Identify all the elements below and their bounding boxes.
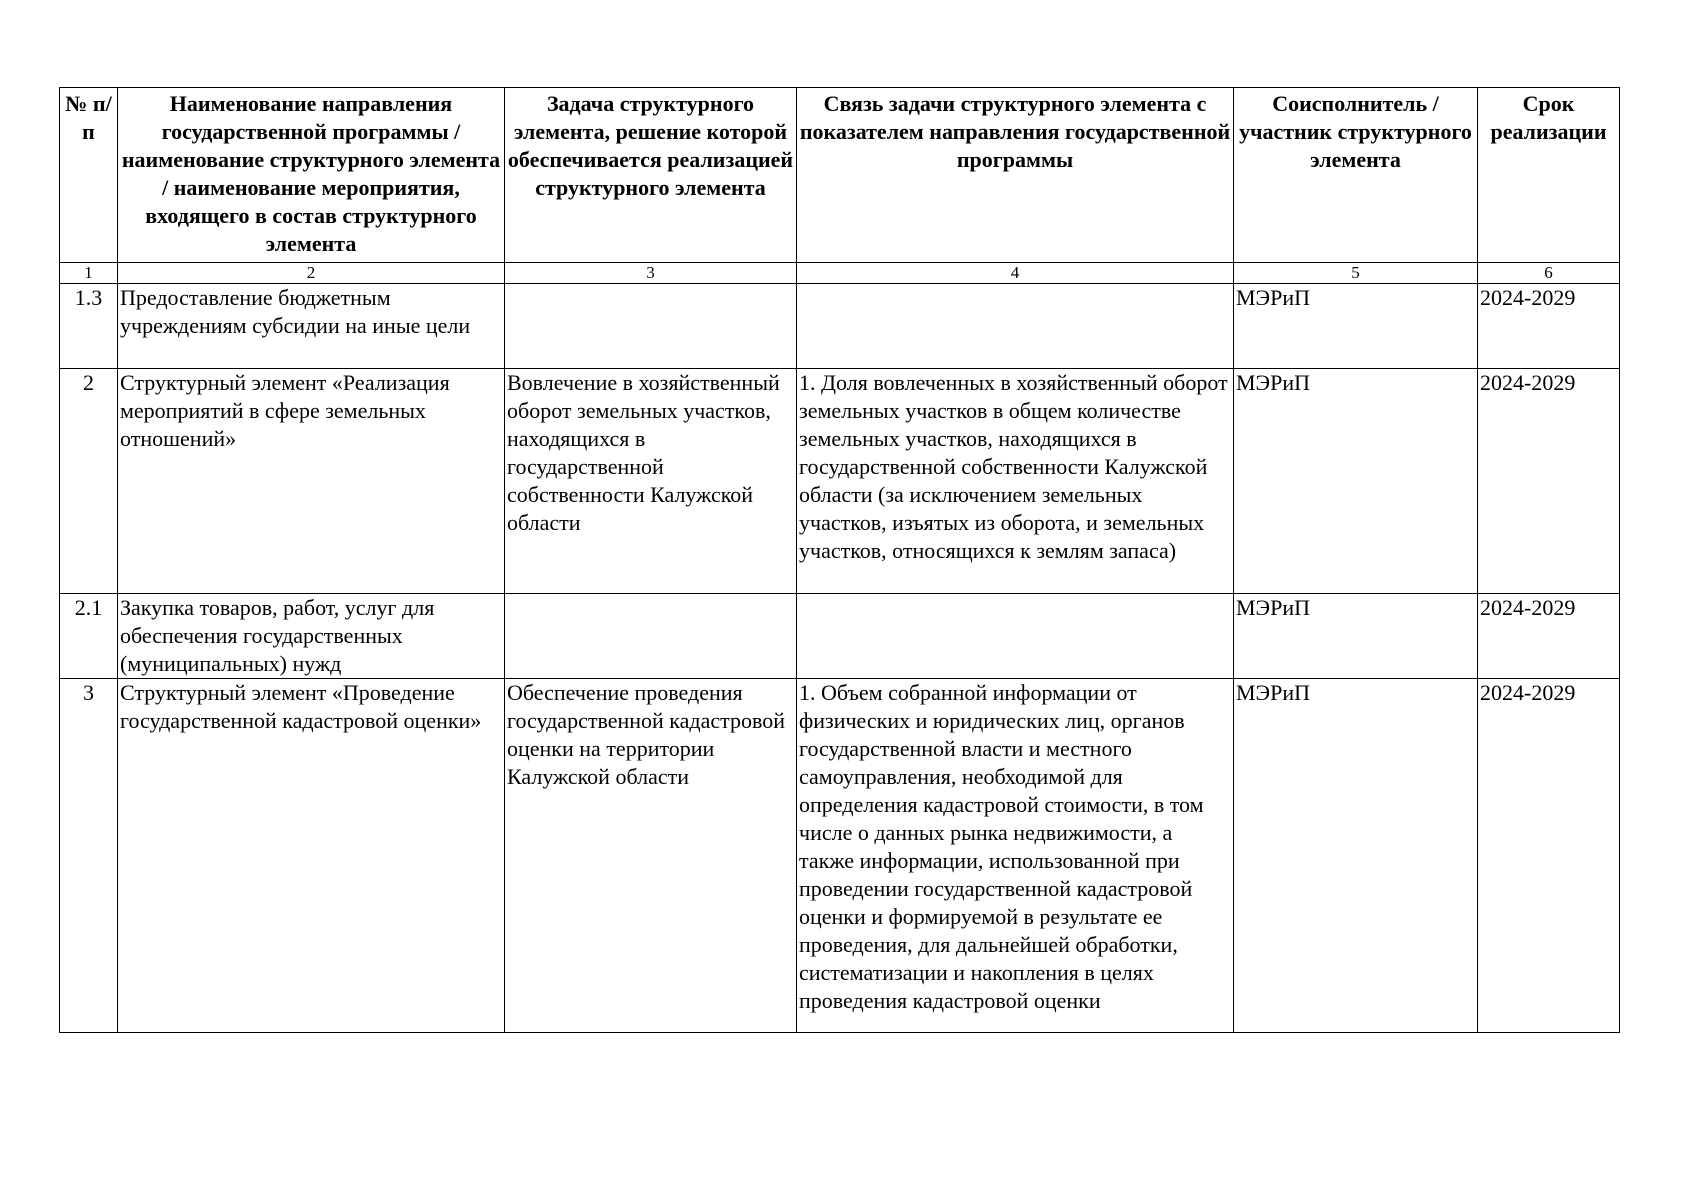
table-row bbox=[60, 594, 1620, 679]
row-task: Вовлечение в хозяйственный оборот земельных участков, находящихся в государственной собственности Калужской области bbox=[505, 369, 797, 594]
row-name: Структурный элемент «Реализация мероприятий в сфере земельных отношений» bbox=[118, 369, 505, 594]
column-number: 2 bbox=[118, 263, 505, 284]
row-term: 2024-2029 bbox=[1478, 679, 1620, 1033]
header-term: Срок реализации bbox=[1478, 88, 1620, 263]
row-number: 1.3 bbox=[60, 284, 118, 369]
column-number: 3 bbox=[505, 263, 797, 284]
row-link bbox=[797, 284, 1234, 369]
header-link: Связь задачи структурного элемента с показателем направления государственной программы bbox=[797, 88, 1234, 263]
row-term: 2024-2029 bbox=[1478, 369, 1620, 594]
program-table bbox=[59, 87, 1620, 1033]
row-executor: МЭРиП bbox=[1234, 284, 1478, 369]
row-number: 3 bbox=[60, 679, 118, 1033]
table-header-row bbox=[60, 88, 1620, 263]
header-executor: Соисполнитель / участник структурного элемента bbox=[1234, 88, 1478, 263]
row-executor: МЭРиП bbox=[1234, 369, 1478, 594]
row-term: 2024-2029 bbox=[1478, 284, 1620, 369]
row-number: 2.1 bbox=[60, 594, 118, 679]
row-link bbox=[797, 594, 1234, 679]
table-row bbox=[60, 369, 1620, 594]
row-task bbox=[505, 284, 797, 369]
row-name: Закупка товаров, работ, услуг для обеспечения государственных (муниципальных) нужд bbox=[118, 594, 505, 679]
row-executor: МЭРиП bbox=[1234, 679, 1478, 1033]
row-term: 2024-2029 bbox=[1478, 594, 1620, 679]
table-row bbox=[60, 284, 1620, 369]
column-number: 1 bbox=[60, 263, 118, 284]
row-number: 2 bbox=[60, 369, 118, 594]
header-task: Задача структурного элемента, решение которой обеспечивается реализацией структурного элемента bbox=[505, 88, 797, 263]
column-number: 6 bbox=[1478, 263, 1620, 284]
header-number: № п/п bbox=[60, 88, 118, 263]
row-task bbox=[505, 594, 797, 679]
header-name: Наименование направления государственной программы / наименование структурного элемента / наименование мероприятия, входящего в состав структурного элемента bbox=[118, 88, 505, 263]
row-name: Предоставление бюджетным учреждениям субсидии на иные цели bbox=[118, 284, 505, 369]
row-task: Обеспечение проведения государственной кадастровой оценки на территории Калужской области bbox=[505, 679, 797, 1033]
column-number: 4 bbox=[797, 263, 1234, 284]
row-link: 1. Доля вовлеченных в хозяйственный оборот земельных участков в общем количестве земельных участков, находящихся в государственной собственности Калужской области (за исключением земельных участков, изъятых из оборота, и земельных участков, относящихся к землям запаса) bbox=[797, 369, 1234, 594]
column-numbers-row bbox=[60, 263, 1620, 284]
row-executor: МЭРиП bbox=[1234, 594, 1478, 679]
row-name: Структурный элемент «Проведение государственной кадастровой оценки» bbox=[118, 679, 505, 1033]
table-row bbox=[60, 679, 1620, 1033]
column-number: 5 bbox=[1234, 263, 1478, 284]
row-link: 1. Объем собранной информации от физических и юридических лиц, органов государственной власти и местного самоуправления, необходимой для определения кадастровой стоимости, в том числе о данных рынка недвижимости, а также информации, использованной при проведении государственной кадастровой оценки и формируемой в результате ее проведения, для дальнейшей обработки, систематизации и накопления в целях проведения кадастровой оценки bbox=[797, 679, 1234, 1033]
